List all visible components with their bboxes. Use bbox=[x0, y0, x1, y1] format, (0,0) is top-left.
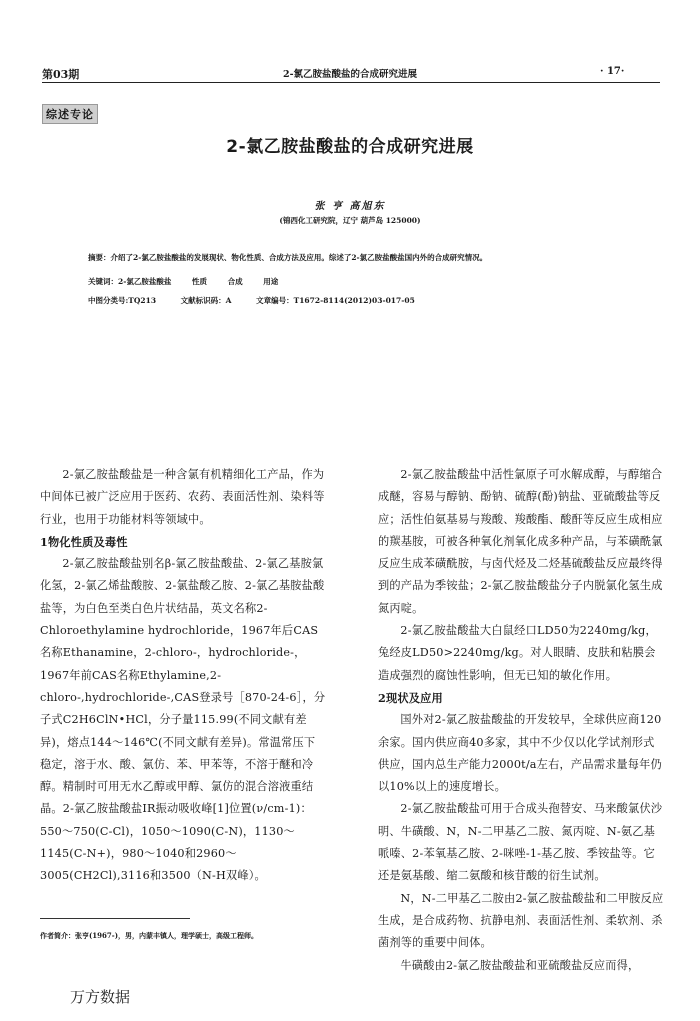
author-footnote: 作者简介：张亨(1967-)，男，内蒙丰镇人，理学硕士，高级工程师。 bbox=[40, 931, 259, 940]
keyword: 性质 bbox=[191, 277, 207, 286]
section-heading: 2现状及应用 bbox=[378, 690, 443, 705]
abstract: 摘要：介绍了2-氯乙胺盐酸盐的发展现状、物化性质、合成方法及应用。综述了2-氯乙胺盐酸盐国内外的合成研究情况。 bbox=[88, 253, 488, 262]
page-number: · 17· bbox=[600, 66, 625, 77]
footnote-divider bbox=[40, 918, 190, 919]
article-number: 文章编号：T1672-8114(2012)03-017-05 bbox=[256, 296, 415, 305]
clc-number: 中图分类号:TQ213 bbox=[88, 296, 157, 305]
running-title: 2-氯乙胺盐酸盐的合成研究进展 bbox=[282, 69, 418, 80]
paragraph: 2-氯乙胺盐酸盐中活性氯原子可水解成醇，与醇缩合成醚，容易与醇钠、酚钠、硫醇(酚)钠盐、亚硫酸盐等反应；活性伯氨基易与羧酸、羧酸酯、酸酐等反应生成相应的羰基胺，可被各种氧化剂氧化成多种产品，与苯磺酰氯反应生成苯磺酰胺，与卤代烃及二烃基硫酸盐反应最终得到的产品为季铵盐；2-氯乙胺盐酸盐分子内脱氯化氢生成氮丙啶。 bbox=[378, 468, 663, 615]
authors: 张 亨 高旭东 bbox=[314, 201, 386, 212]
keyword-label: 关键词：2-氯乙胺盐酸盐 bbox=[88, 277, 172, 286]
paragraph: 牛磺酸由2-氯乙胺盐酸盐和亚硫酸盐反应而得， bbox=[400, 958, 640, 972]
keywords bbox=[88, 276, 296, 287]
affiliation: (锦西化工研究院，辽宁 葫芦岛 125000) bbox=[279, 216, 421, 225]
paragraph: 2-氯乙胺盐酸盐大白鼠经口LD50为2240mg/kg，兔经皮LD50>2240mg/kg。对人眼睛、皮肤和粘膜会造成强烈的腐蚀性影响，但无已知的敏化作用。 bbox=[378, 624, 657, 682]
section-heading: 1物化性质及毒性 bbox=[40, 534, 128, 549]
paper-title: 2-氯乙胺盐酸盐的合成研究进展 bbox=[226, 137, 474, 157]
header-divider bbox=[42, 82, 660, 83]
paragraph: N，N-二甲基乙二胺由2-氯乙胺盐酸盐和二甲胺反应生成，是合成药物、抗静电剂、表面活性剂、柔软剂、杀菌剂等的重要中间体。 bbox=[378, 891, 664, 950]
keyword: 合成 bbox=[227, 277, 243, 286]
issue-number: 第03期 bbox=[42, 68, 80, 81]
document-code: 文献标识码：A bbox=[180, 296, 232, 305]
paragraph: 2-氯乙胺盐酸盐可用于合成头孢替安、马来酸氯伏沙明、牛磺酸、N，N-二甲基乙二胺、氮丙啶、N-氨乙基哌嗪、2-苯氧基乙胺、2-咪唑-1-基乙胺、季铵盐等。它还是氨基酸、缩二氨酸和核苷酸的衍生试剂。 bbox=[378, 802, 663, 883]
right-column bbox=[378, 464, 664, 977]
paragraph: 2-氯乙胺盐酸盐是一种含氯有机精细化工产品，作为中间体已被广泛应用于医药、农药、表面活性剂、染料等行业，也用于功能材料等领域中。 bbox=[40, 468, 325, 526]
section-label: 综述专论 bbox=[42, 104, 98, 124]
watermark: 万方数据 bbox=[70, 988, 131, 1006]
classification-line bbox=[88, 295, 437, 306]
paragraph: 2-氯乙胺盐酸盐别名β-氯乙胺盐酸盐、2-氯乙基胺氯化氢，2-氯乙烯盐酸胺、2-氯盐酸乙胺、2-氯乙基胺盐酸盐等，为白色至类白色片状结晶，英文名称2-Chloroethylamine hydrochloride，1967年后CAS名称Ethanamine，2-chloro-，hydrochloride-，1967年前CAS名称Ethylamine,2-chloro-,hydrochloride-,CAS登录号［870-24-6］，分子式C2H6ClN•HCl，分子量115.99(不同文献有差异)，熔点144～146℃(不同文献有差异)。常温常压下稳定，溶于水、酸、氯仿、苯、甲苯等，不溶于醚和冷醇。精制时可用无水乙醇或甲醇、氯仿的混合溶液重结晶。2-氯乙胺盐酸盐IR振动吸收峰[1]位置(ν/cm-1)：550～750(C-Cl)，1050～1090(C-N)，1130～1145(C-N+)，980～1040和2960～3005(CH2Cl),3116和3500（N-H双峰）。 bbox=[40, 557, 326, 883]
left-column bbox=[40, 464, 326, 888]
paragraph: 国外对2-氯乙胺盐酸盐的开发较早，全球供应商120余家。国内供应商40多家，其中不少仅以化学试剂形式供应，国内总生产能力2000t/a左右，产品需求量每年仍以10%以上的速度增长。 bbox=[378, 713, 662, 794]
keyword: 用途 bbox=[263, 277, 279, 286]
